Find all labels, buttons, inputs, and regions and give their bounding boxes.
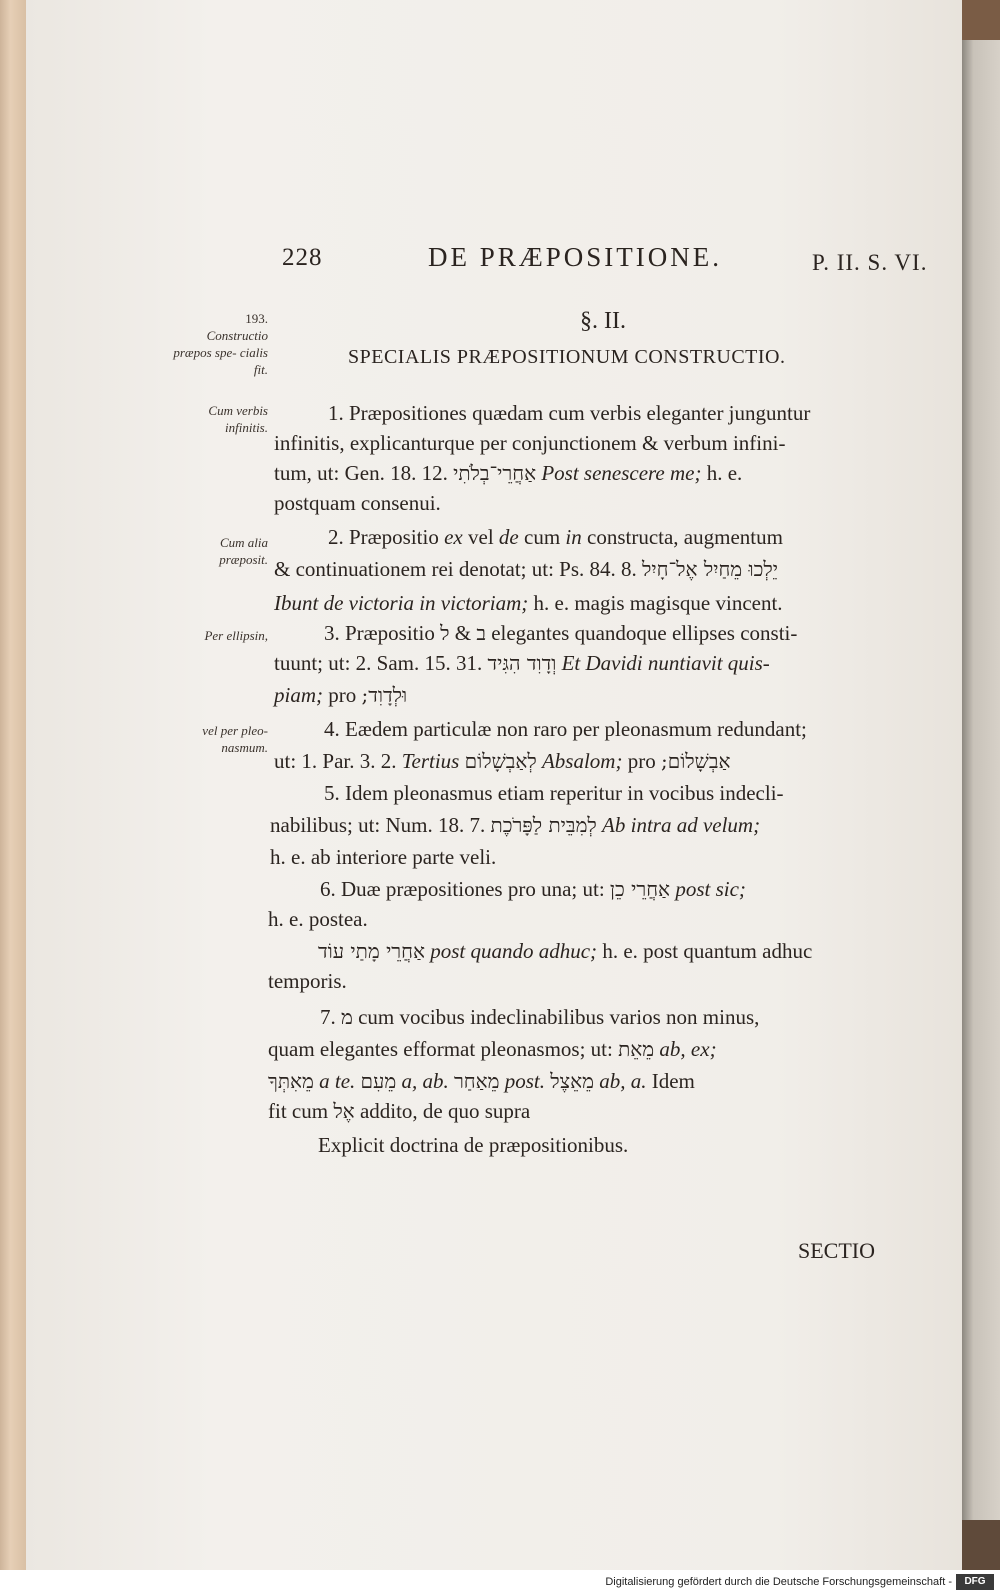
latin-gloss: ab, a.: [599, 1069, 647, 1093]
latin-gloss: post quando adhuc;: [430, 939, 598, 963]
latin-italic: de: [498, 525, 519, 549]
text-line: [268, 1036, 717, 1062]
running-title: DE PRÆPOSITIONE.: [428, 242, 723, 272]
latin-gloss: post.: [504, 1069, 545, 1093]
text-line: [320, 876, 746, 902]
text-span: cum vocibus indeclinabilibus varios non minus,: [358, 1005, 760, 1029]
text-span: & continuationem rei denotat; ut: Ps. 84. 8.: [274, 557, 637, 581]
text-span: 2. Præpositio: [328, 525, 439, 549]
hebrew-word: אַחֲרֵי מָתַי עוֹד: [318, 939, 425, 963]
text-span: &: [454, 621, 472, 645]
hebrew-word: לְאַבְשָׁלוֹם: [464, 749, 537, 773]
text-line: [324, 620, 797, 646]
latin-gloss: Ab intra ad velum;: [602, 813, 761, 837]
text-line: postquam consenui.: [274, 491, 441, 515]
hebrew-word: מֵאִתְּךָ: [268, 1069, 314, 1093]
text-line: [274, 556, 778, 582]
dfg-logo: DFG: [956, 1574, 994, 1590]
text-line: [328, 524, 783, 550]
text-line: 1. Præpositiones quædam cum verbis eleganter junguntur: [328, 401, 811, 425]
latin-gloss: Ibunt de victoria in victoriam;: [274, 591, 529, 615]
latin-italic: ex: [444, 525, 463, 549]
section-heading: SPECIALIS PRÆPOSITIONUM CONSTRUCTIO.: [348, 346, 786, 368]
footer-bar: [0, 1570, 1000, 1596]
text-span: vel: [468, 525, 494, 549]
text-span: 6. Duæ præpositiones pro una; ut:: [320, 877, 605, 901]
latin-gloss: a te.: [319, 1069, 356, 1093]
text-line: [318, 938, 812, 964]
closing-line: Explicit doctrina de præpositionibus.: [318, 1133, 629, 1157]
latin-gloss: post sic;: [675, 877, 746, 901]
text-span: h. e.: [706, 461, 743, 485]
running-header: [0, 244, 1000, 284]
hebrew-word: מֵאֵצֶל: [550, 1069, 594, 1093]
page-edge: [0, 0, 26, 1570]
section-reference: P. II. S. VI.: [812, 250, 928, 275]
latin-gloss: ab, ex;: [659, 1037, 717, 1061]
text-line: [274, 748, 730, 774]
text-span: addito, de quo supra: [359, 1099, 531, 1123]
text-line: 4. Eædem particulæ non raro per pleonasmum redundant;: [324, 717, 807, 741]
hebrew-letter: ב: [476, 621, 486, 645]
latin-gloss: a, ab.: [401, 1069, 449, 1093]
text-line: infinitis, explicanturque per conjunctionem & verbum infini-: [274, 431, 786, 455]
hebrew-word: וּלְדָוִד;: [361, 683, 408, 707]
latin-gloss: Post senescere me;: [541, 461, 702, 485]
text-span: fit cum: [268, 1099, 329, 1123]
margin-note-193: [170, 310, 268, 378]
hebrew-word: וְדָוִד הִגִּיד: [487, 651, 557, 675]
page-number: 228: [282, 244, 323, 271]
margin-note-number: 193.: [245, 311, 268, 326]
latin-gloss: Et Davidi nuntiavit quis-: [561, 651, 770, 675]
text-line: [320, 1004, 759, 1030]
adjacent-page-bottom: [962, 1520, 1000, 1570]
text-line: [268, 1068, 695, 1094]
hebrew-word: מֵעִם: [360, 1069, 397, 1093]
hebrew-word: אַחֲרֵי־בְלֹתִי: [453, 461, 537, 485]
text-line: [270, 812, 760, 838]
margin-note-alia: Cum alia præposit.: [219, 535, 268, 567]
text-span: h. e. magis magisque vincent.: [533, 591, 783, 615]
text-line: [268, 1098, 530, 1124]
text-span: pro: [328, 683, 357, 707]
text-line: 5. Idem pleonasmus etiam reperitur in vocibus indecli-: [324, 781, 784, 805]
latin-gloss: Tertius: [401, 749, 460, 773]
latin-italic: in: [565, 525, 582, 549]
text-line: h. e. ab interiore parte veli.: [270, 845, 497, 869]
text-span: quam elegantes efformat pleonasmos; ut:: [268, 1037, 613, 1061]
text-line: [274, 682, 407, 708]
text-span: Idem: [651, 1069, 695, 1093]
catchword: SECTIO: [798, 1238, 875, 1263]
section-number: §. II.: [580, 308, 626, 334]
margin-note-text: Constructio præpos spe- cialis fit.: [173, 328, 268, 377]
text-span: h. e. post quantum adhuc: [602, 939, 813, 963]
hebrew-word: מֵאַחַר: [453, 1069, 500, 1093]
text-span: 7.: [320, 1005, 336, 1029]
margin-note-verbis: Cum verbis infinitis.: [208, 403, 268, 435]
text-span: constructa, augmentum: [587, 525, 783, 549]
text-span: nabilibus; ut: Num. 18. 7.: [270, 813, 486, 837]
margin-note-ellipsin: Per ellipsin,: [204, 628, 268, 643]
latin-gloss: piam;: [274, 683, 323, 707]
text-line: [274, 460, 742, 486]
text-span: tuunt; ut: 2. Sam. 15. 31.: [274, 651, 483, 675]
hebrew-word: אַחֲרֵי כֵן: [609, 877, 671, 901]
margin-note-pleonasmum: vel per pleo- nasmum.: [202, 723, 268, 755]
hebrew-word: לְמִבֵּית לַפָּרֹכֶת: [490, 813, 597, 837]
text-span: pro: [627, 749, 656, 773]
text-line: [274, 590, 783, 616]
text-span: tum, ut: Gen. 18. 12.: [274, 461, 448, 485]
hebrew-word: אֶל: [333, 1099, 355, 1123]
text-span: ut: 1. Par. 3. 2.: [274, 749, 397, 773]
funding-credit: Digitalisierung gefördert durch die Deutsche Forschungsgemeinschaft -: [605, 1576, 952, 1588]
hebrew-word: מֵאֵת: [618, 1037, 655, 1061]
hebrew-word: יֵלְכוּ מֵחַיִל אֶל־חָיִל: [642, 557, 778, 581]
text-line: [274, 650, 770, 676]
text-span: 3. Præpositio: [324, 621, 435, 645]
text-line: h. e. postea.: [268, 907, 368, 931]
adjacent-page-top: [962, 0, 1000, 40]
hebrew-word: אַבְשָׁלוֹם;: [660, 749, 731, 773]
hebrew-letter: מ: [341, 1005, 353, 1029]
text-line: temporis.: [268, 969, 347, 993]
hebrew-letter: ל: [440, 621, 450, 645]
latin-gloss: Absalom;: [541, 749, 623, 773]
text-span: elegantes quandoque ellipses consti-: [491, 621, 798, 645]
text-span: cum: [524, 525, 561, 549]
